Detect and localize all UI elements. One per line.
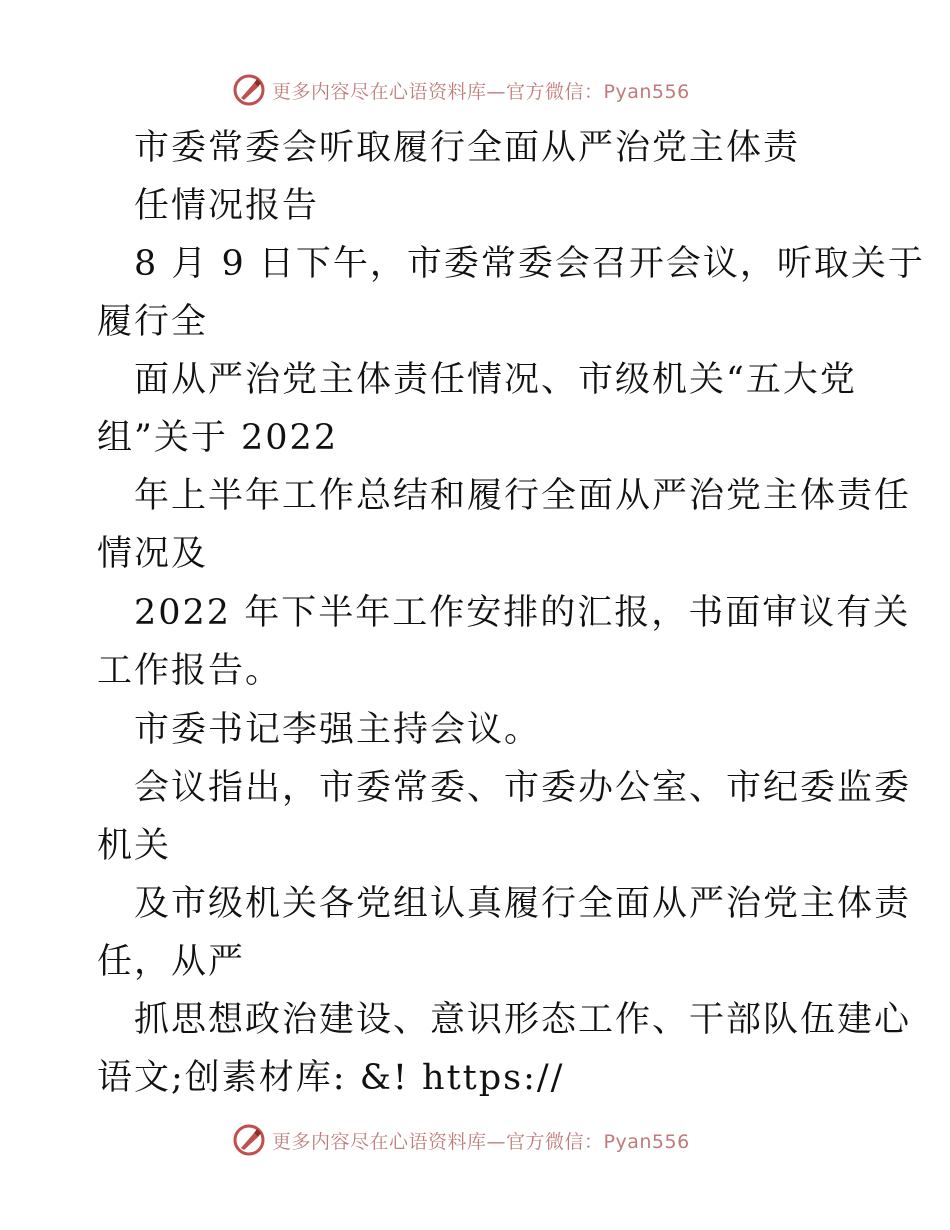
text-line-9: 2022 年下半年工作安排的汇报，书面审议有关 — [134, 593, 911, 633]
footer-watermark-banner — [232, 1122, 712, 1158]
banner-text: 更多内容尽在心语资料库—官方微信：Pyan556 — [272, 1130, 690, 1153]
text-line-4: 履行全 — [97, 302, 209, 342]
text-line-2: 任情况报告 — [134, 186, 320, 226]
text-line-6: 组”关于 2022 — [97, 418, 339, 458]
text-line-13: 机关 — [97, 826, 172, 866]
pen-nib-logo-icon — [232, 73, 266, 107]
text-line-5: 面从严治党主体责任情况、市级机关“五大党 — [134, 360, 857, 400]
pen-nib-logo-icon — [232, 1123, 266, 1157]
banner-text: 更多内容尽在心语资料库—官方微信：Pyan556 — [272, 80, 690, 103]
text-line-7: 年上半年工作总结和履行全面从严治党主体责任 — [134, 476, 912, 516]
text-line-12: 会议指出，市委常委、市委办公室、市纪委监委 — [134, 768, 912, 808]
text-line-8: 情况及 — [97, 534, 209, 574]
header-watermark-banner — [232, 72, 712, 108]
text-line-11: 市委书记李强主持会议。 — [134, 710, 542, 750]
text-line-16: 抓思想政治建设、意识形态工作、干部队伍建心 — [134, 1000, 912, 1040]
text-line-17: 语文;创素材库: &! https:// — [97, 1058, 565, 1098]
text-line-10: 工作报告。 — [97, 651, 283, 691]
text-line-3: 8 月 9 日下午，市委常委会召开会议，听取关于 — [134, 244, 925, 284]
text-line-14: 及市级机关各党组认真履行全面从严治党主体责 — [134, 884, 912, 924]
text-line-1: 市委常委会听取履行全面从严治党主体责 — [134, 128, 801, 168]
text-line-15: 任，从严 — [97, 942, 246, 982]
